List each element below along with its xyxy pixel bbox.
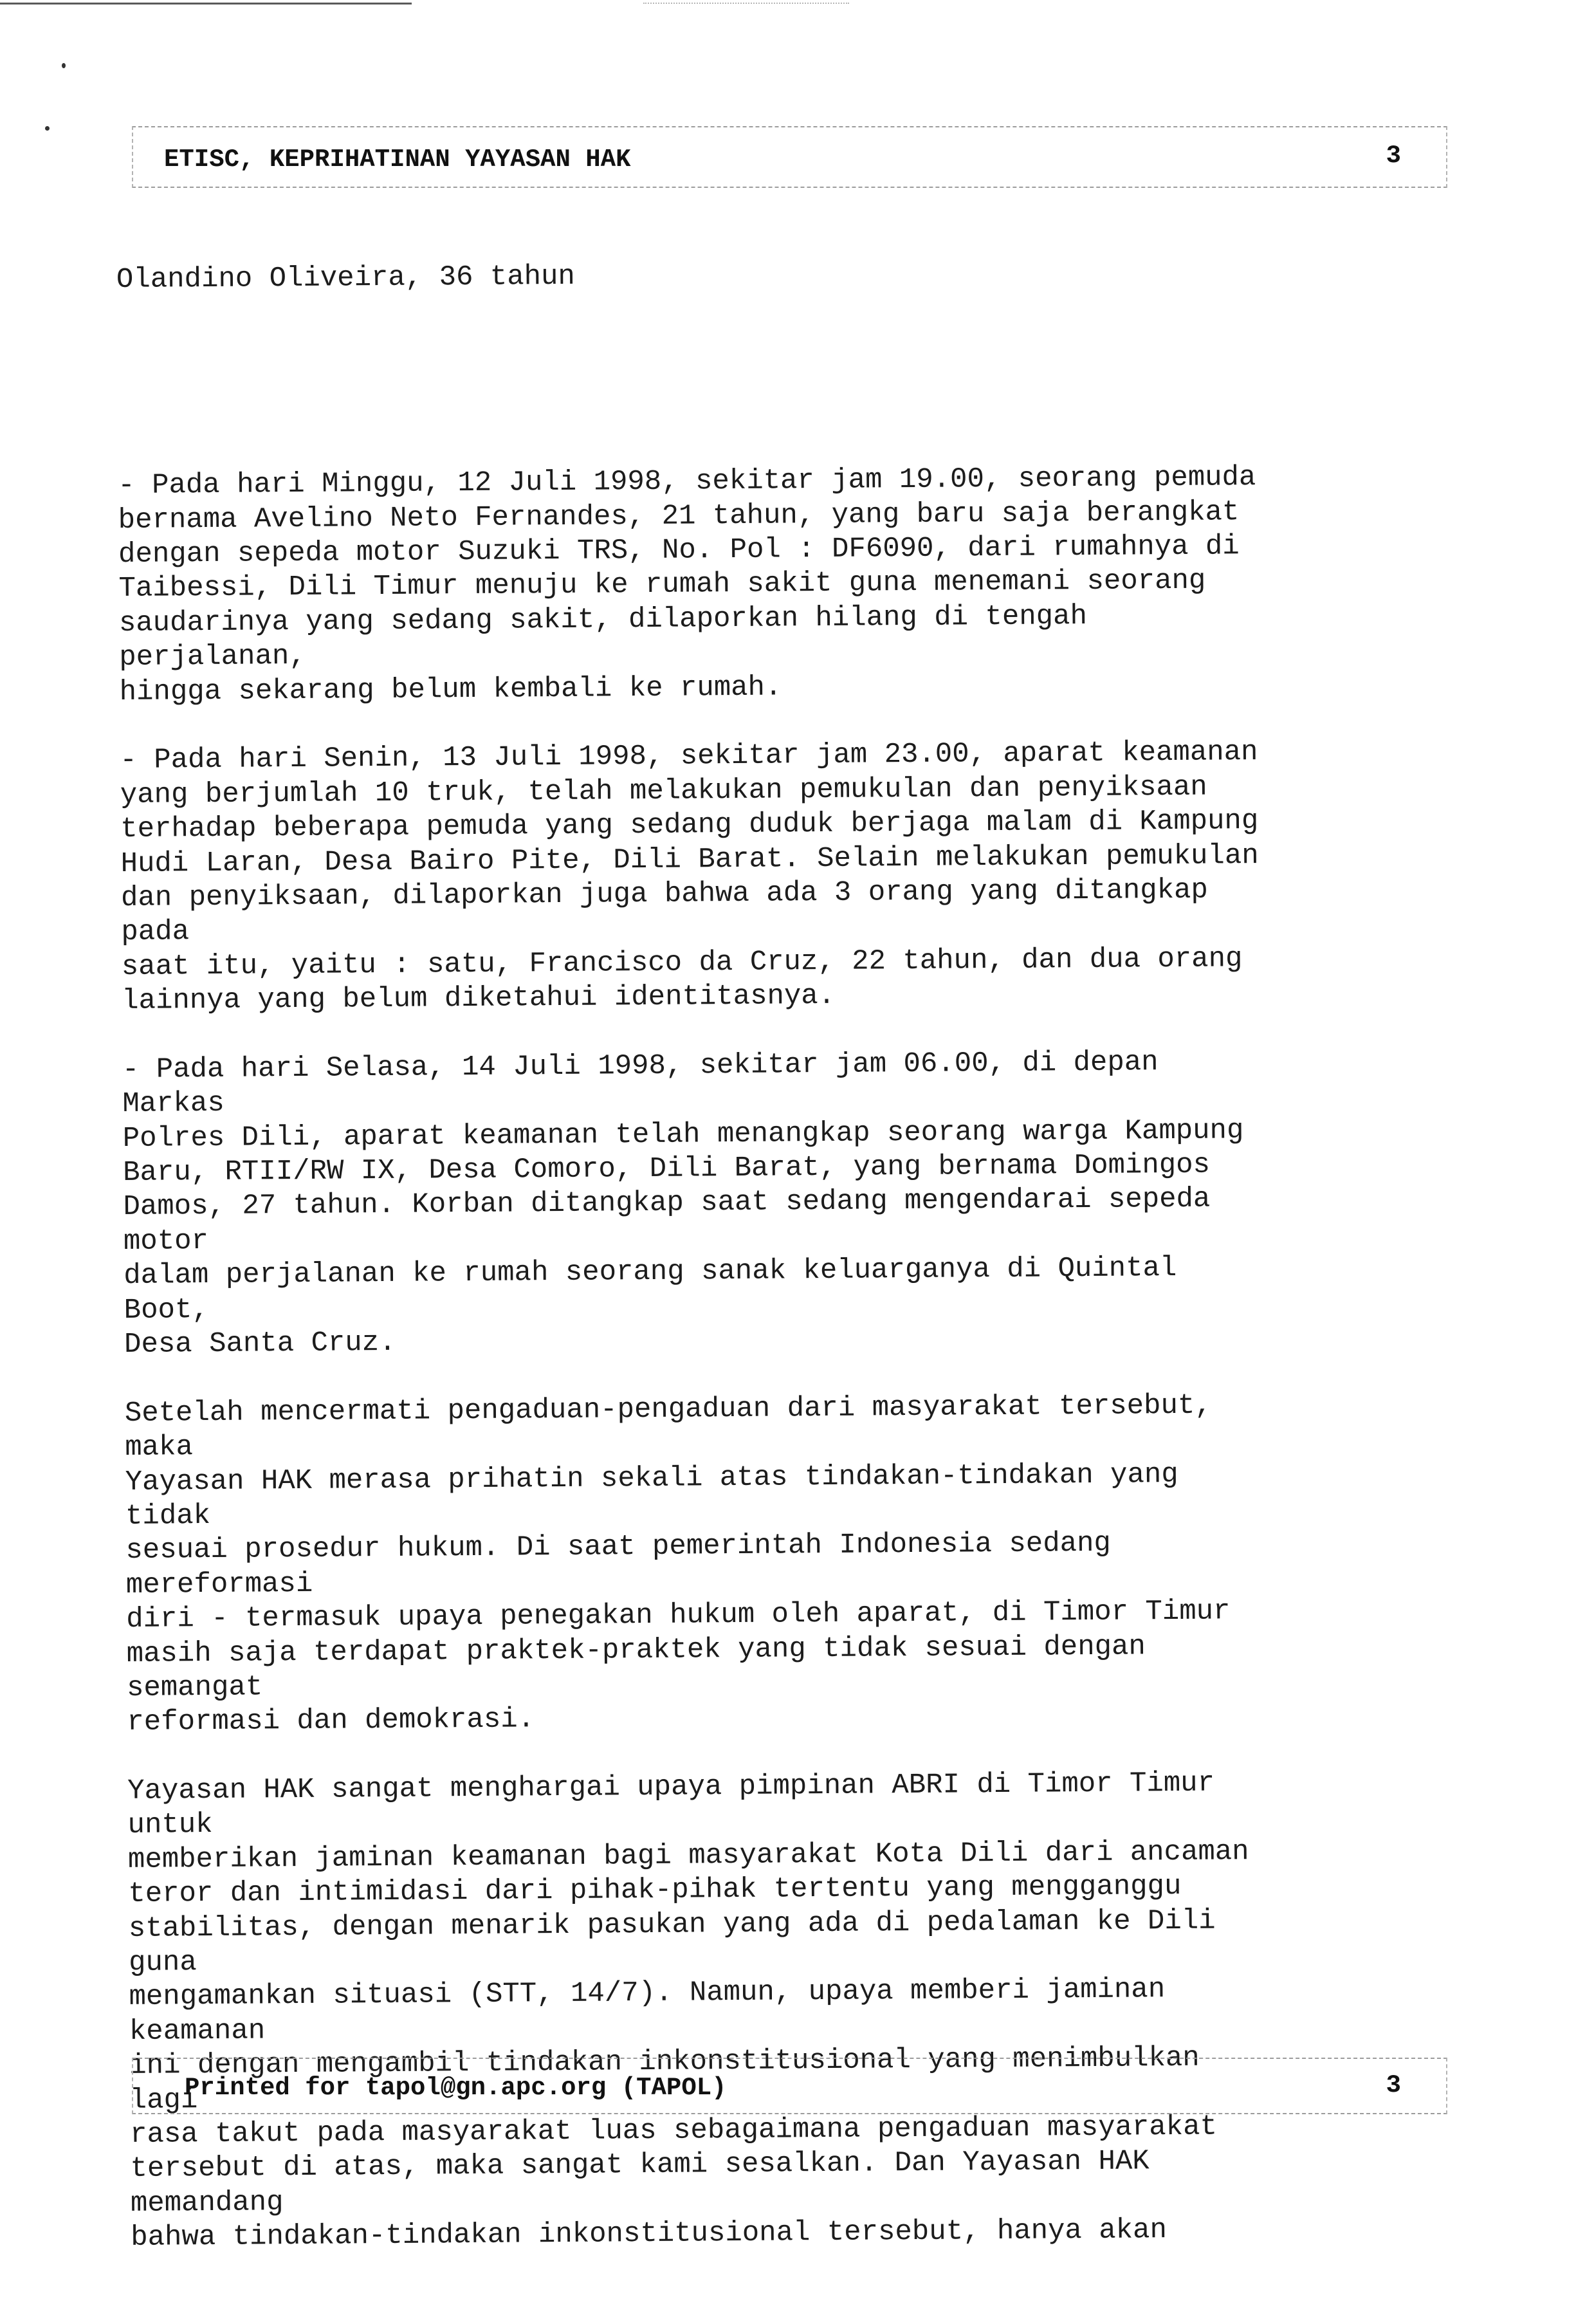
- text-line: saat itu, yaitu : satu, Francisco da Cruz, 22 tahun, dan dua orang: [121, 942, 1243, 983]
- text-line: Markas: [122, 1087, 224, 1121]
- text-line: dalam perjalanan ke rumah seorang sanak keluarganya di Quintal: [124, 1252, 1177, 1293]
- footer-printed-for: Printed for tapol@gn.apc.org (TAPOL): [185, 2074, 727, 2102]
- text-line: pada: [121, 916, 190, 949]
- text-line: bernama Avelino Neto Fernandes, 21 tahun, yang baru saja berangkat: [118, 495, 1240, 537]
- text-line: terhadap beberapa pemuda yang sedang duduk berjaga malam di Kampung: [120, 805, 1259, 846]
- text-line: memberikan jaminan keamanan bagi masyarakat Kota Dili dari ancaman: [127, 1836, 1249, 1876]
- text-line: - Pada hari Senin, 13 Juli 1998, sekitar jam 23.00, aparat keamanan: [120, 736, 1258, 777]
- page-footer: [132, 2058, 1447, 2114]
- text-line: Yayasan HAK sangat menghargai upaya pimpinan ABRI di Timor Timur: [127, 1767, 1215, 1807]
- text-line: saudarinya yang sedang sakit, dilaporkan hilang di tengah: [118, 600, 1088, 640]
- text-line: Polres Dili, aparat keamanan telah menangkap seorang warga Kampung: [122, 1114, 1244, 1155]
- text-line: ini dengan mengambil tindakan inkonstitusional yang menimbulkan: [129, 2042, 1200, 2083]
- text-line: teror dan intimidasi dari pihak-pihak tertentu yang mengganggu: [128, 1870, 1182, 1911]
- text-line: tidak: [125, 1499, 211, 1533]
- text-line: Boot,: [124, 1293, 209, 1327]
- text-line: bahwa tindakan-tindakan inkonstitusional tersebut, hanya akan: [131, 2214, 1168, 2255]
- text-line: masih saja terdapat praktek-praktek yang tidak sesuai dengan: [126, 1630, 1146, 1670]
- text-line: rasa takut pada masyarakat luas sebagaimana pengaduan masyarakat: [129, 2110, 1218, 2151]
- header-page-number: 3: [1386, 142, 1401, 170]
- text-line: reformasi dan demokrasi.: [127, 1703, 535, 1739]
- lead-line: Olandino Oliveira, 36 tahun: [116, 260, 576, 296]
- text-line: Setelah mencermati pengaduan-pengaduan dari masyarakat tersebut,: [124, 1389, 1212, 1430]
- text-line: Taibessi, Dili Timur menuju ke rumah sakit guna menemani seorang: [118, 564, 1206, 605]
- text-line: yang berjumlah 10 truk, telah melakukan pemukulan dan penyiksaan: [120, 771, 1207, 811]
- text-line: lagi: [129, 2083, 198, 2117]
- paragraph: [125, 1387, 1452, 1740]
- text-line: semangat: [126, 1671, 263, 1704]
- paragraph: [127, 1765, 1456, 2256]
- text-line: untuk: [127, 1809, 213, 1842]
- text-line: diri - termasuk upaya penegakan hukum oleh aparat, di Timor Timur: [126, 1595, 1231, 1636]
- paragraph: [120, 734, 1447, 1019]
- text-line: Desa Santa Cruz.: [124, 1326, 396, 1361]
- text-line: lainnya yang belum diketahui identitasnya.: [122, 979, 836, 1018]
- text-line: Hudi Laran, Desa Bairo Pite, Dili Barat. Selain melakukan pemukulan: [120, 839, 1259, 880]
- text-line: mereformasi: [125, 1567, 313, 1601]
- scan-speck: [45, 126, 50, 131]
- text-line: motor: [123, 1224, 209, 1258]
- text-line: Damos, 27 tahun. Korban ditangkap saat sedang mengendarai sepeda: [123, 1183, 1211, 1224]
- text-line: memandang: [130, 2186, 284, 2220]
- text-line: - Pada hari Selasa, 14 Juli 1998, sekitar jam 06.00, di depan: [122, 1046, 1159, 1086]
- text-line: maka: [125, 1431, 194, 1464]
- footer-page-number: 3: [1386, 2071, 1401, 2099]
- document-body: [116, 185, 1456, 2324]
- paragraph: [122, 1044, 1449, 1363]
- scan-edge-mark: [0, 3, 412, 5]
- blank-line: [117, 356, 1442, 400]
- text-line: guna: [128, 1946, 197, 1979]
- paragraph: [118, 459, 1445, 710]
- header-title: ETISC, KEPRIHATINAN YAYASAN HAK: [164, 145, 631, 174]
- text-line: Baru, RTII/RW IX, Desa Comoro, Dili Barat, yang bernama Domingos: [122, 1148, 1211, 1189]
- text-line: stabilitas, dengan menarik pasukan yang ada di pedalaman ke Dili: [128, 1904, 1216, 1945]
- text-line: dengan sepeda motor Suzuki TRS, No. Pol : DF6090, dari rumahnya di: [118, 530, 1240, 571]
- page-header: [132, 126, 1447, 188]
- text-line: tersebut di atas, maka sangat kami sesalkan. Dan Yayasan HAK: [130, 2145, 1150, 2186]
- text-line: - Pada hari Minggu, 12 Juli 1998, sekitar jam 19.00, seorang pemuda: [118, 461, 1256, 503]
- text-line: keamanan: [129, 2015, 266, 2048]
- scan-edge-mark: [643, 3, 849, 4]
- scan-speck: [62, 63, 66, 68]
- text-line: Yayasan HAK merasa prihatin sekali atas tindakan-tindakan yang: [125, 1458, 1178, 1499]
- text-line: sesuai prosedur hukum. Di saat pemerintah Indonesia sedang: [125, 1527, 1112, 1567]
- text-line: hingga sekarang belum kembali ke rumah.: [119, 670, 782, 708]
- text-line: perjalanan,: [119, 640, 306, 674]
- paragraph-list: [118, 459, 1456, 2255]
- text-line: mengamankan situasi (STT, 14/7). Namun, upaya memberi jaminan: [129, 1973, 1166, 2014]
- text-line: dan penyiksaan, dilaporkan juga bahwa ada 3 orang yang ditangkap: [120, 874, 1209, 914]
